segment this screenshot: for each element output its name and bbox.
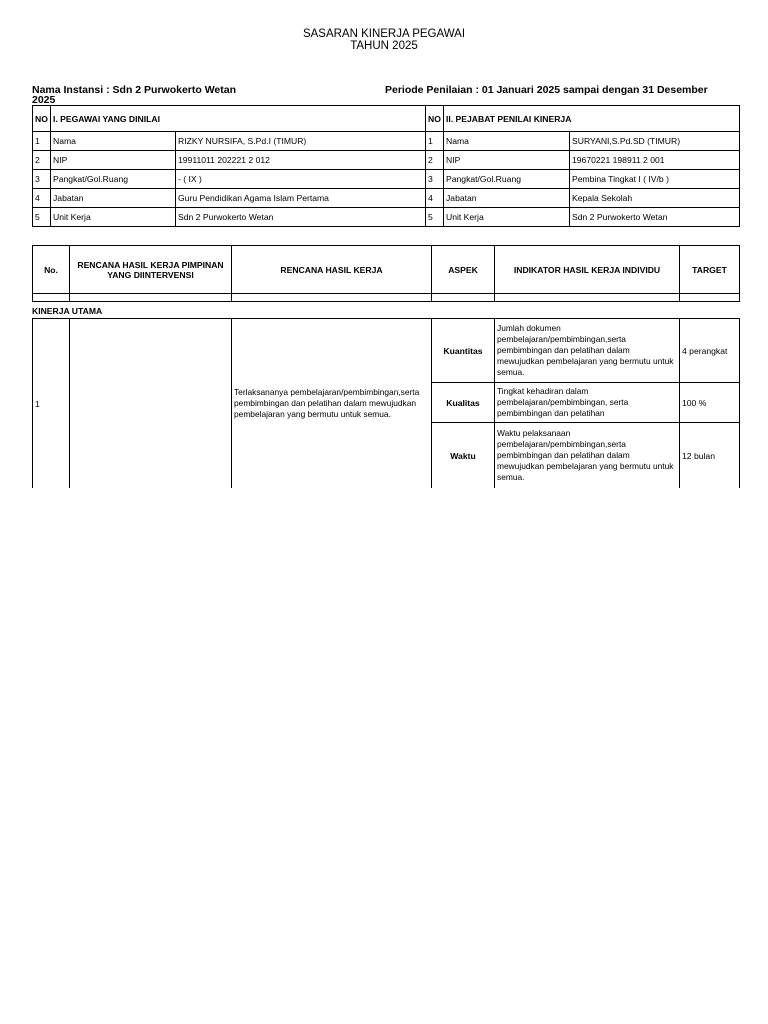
document-title — [0, 28, 768, 52]
row-no: 2 — [426, 151, 444, 170]
plan-body-clip — [32, 318, 740, 488]
col-no: No. — [33, 246, 70, 294]
field-value: SURYANI,S.Pd.SD (TIMUR) — [570, 132, 740, 151]
table-row — [33, 170, 740, 189]
table-row — [33, 208, 740, 227]
table-row — [33, 132, 740, 151]
table-row — [33, 189, 740, 208]
item-rhk: Terlaksananya pembelajaran/pembimbingan,serta pembimbingan dan pelatihan dalam mewujudkan pembelajaran yang bermutu untuk semua. — [232, 319, 432, 489]
field-value: Kepala Sekolah — [570, 189, 740, 208]
col-target: TARGET — [680, 246, 740, 294]
field-value: Sdn 2 Purwokerto Wetan — [570, 208, 740, 227]
periode-label: Periode Penilaian : 01 Januari 2025 sampai dengan 31 Desember — [385, 84, 708, 96]
instansi-label: Nama Instansi : Sdn 2 Purwokerto Wetan — [32, 84, 237, 96]
field-label: Jabatan — [51, 189, 176, 208]
aspek-waktu: Waktu — [432, 423, 495, 489]
col-indikator: INDIKATOR HASIL KERJA INDIVIDU — [495, 246, 680, 294]
indikator-kuantitas: Jumlah dokumen pembelajaran/pembimbingan,serta pembimbingan dan pelatihan dalam mewujudkan pembelajaran yang bermutu untuk semua. — [495, 319, 680, 383]
field-label: Pangkat/Gol.Ruang — [51, 170, 176, 189]
field-label: Unit Kerja — [444, 208, 570, 227]
identity-header-row — [33, 106, 740, 132]
field-label: NIP — [444, 151, 570, 170]
field-value: 19911011 202221 2 012 — [176, 151, 426, 170]
indikator-waktu: Waktu pelaksanaan pembelajaran/pembimbingan,serta pembimbingan dan pelatihan dalam mewujudkan pembelajaran yang bermutu untuk semua. — [495, 423, 680, 489]
row-no: 5 — [426, 208, 444, 227]
field-value: Sdn 2 Purwokerto Wetan — [176, 208, 426, 227]
item-no: 1 — [33, 319, 70, 489]
col-rhk-pimpinan: RENCANA HASIL KERJA PIMPINAN YANG DIINTERVENSI — [70, 246, 232, 294]
row-no: 3 — [426, 170, 444, 189]
table-row — [33, 319, 740, 383]
field-value: Pembina Tingkat I ( IV/b ) — [570, 170, 740, 189]
field-value: 19670221 198911 2 001 — [570, 151, 740, 170]
section-kinerja-utama: KINERJA UTAMA — [32, 306, 103, 316]
field-label: Jabatan — [444, 189, 570, 208]
field-label: Nama — [444, 132, 570, 151]
pejabat-header: II. PEJABAT PENILAI KINERJA — [444, 106, 740, 132]
spacer-row — [33, 294, 740, 302]
field-value: - ( IX ) — [176, 170, 426, 189]
col-aspek: ASPEK — [432, 246, 495, 294]
row-no: 1 — [426, 132, 444, 151]
pegawai-header: I. PEGAWAI YANG DINILAI — [51, 106, 426, 132]
field-label: Nama — [51, 132, 176, 151]
row-no: 5 — [33, 208, 51, 227]
row-no: 4 — [33, 189, 51, 208]
field-value: RIZKY NURSIFA, S.Pd.I (TIMUR) — [176, 132, 426, 151]
identity-table — [32, 105, 740, 227]
plan-table-header — [32, 245, 740, 302]
no-header-left: NO — [33, 106, 51, 132]
field-label: Unit Kerja — [51, 208, 176, 227]
table-row — [33, 151, 740, 170]
field-value: Guru Pendidikan Agama Islam Pertama — [176, 189, 426, 208]
indikator-kualitas: Tingkat kehadiran dalam pembelajaran/pembimbingan, serta pembimbingan dan pelatihan — [495, 383, 680, 423]
title-line-1: SASARAN KINERJA PEGAWAI — [302, 28, 466, 40]
no-header-right: NO — [426, 106, 444, 132]
field-label: Pangkat/Gol.Ruang — [444, 170, 570, 189]
field-label: NIP — [51, 151, 176, 170]
col-rhk: RENCANA HASIL KERJA — [232, 246, 432, 294]
title-line-2: TAHUN 2025 — [350, 40, 418, 52]
target-kualitas: 100 % — [680, 383, 740, 423]
row-no: 3 — [33, 170, 51, 189]
aspek-kualitas: Kualitas — [432, 383, 495, 423]
target-waktu: 12 bulan — [680, 423, 740, 489]
row-no: 1 — [33, 132, 51, 151]
row-no: 4 — [426, 189, 444, 208]
aspek-kuantitas: Kuantitas — [432, 319, 495, 383]
plan-table-body — [32, 318, 740, 488]
row-no: 2 — [33, 151, 51, 170]
target-kuantitas: 4 perangkat — [680, 319, 740, 383]
item-rhk-pimpinan — [70, 319, 232, 489]
periode-year: 2025 — [32, 94, 56, 106]
